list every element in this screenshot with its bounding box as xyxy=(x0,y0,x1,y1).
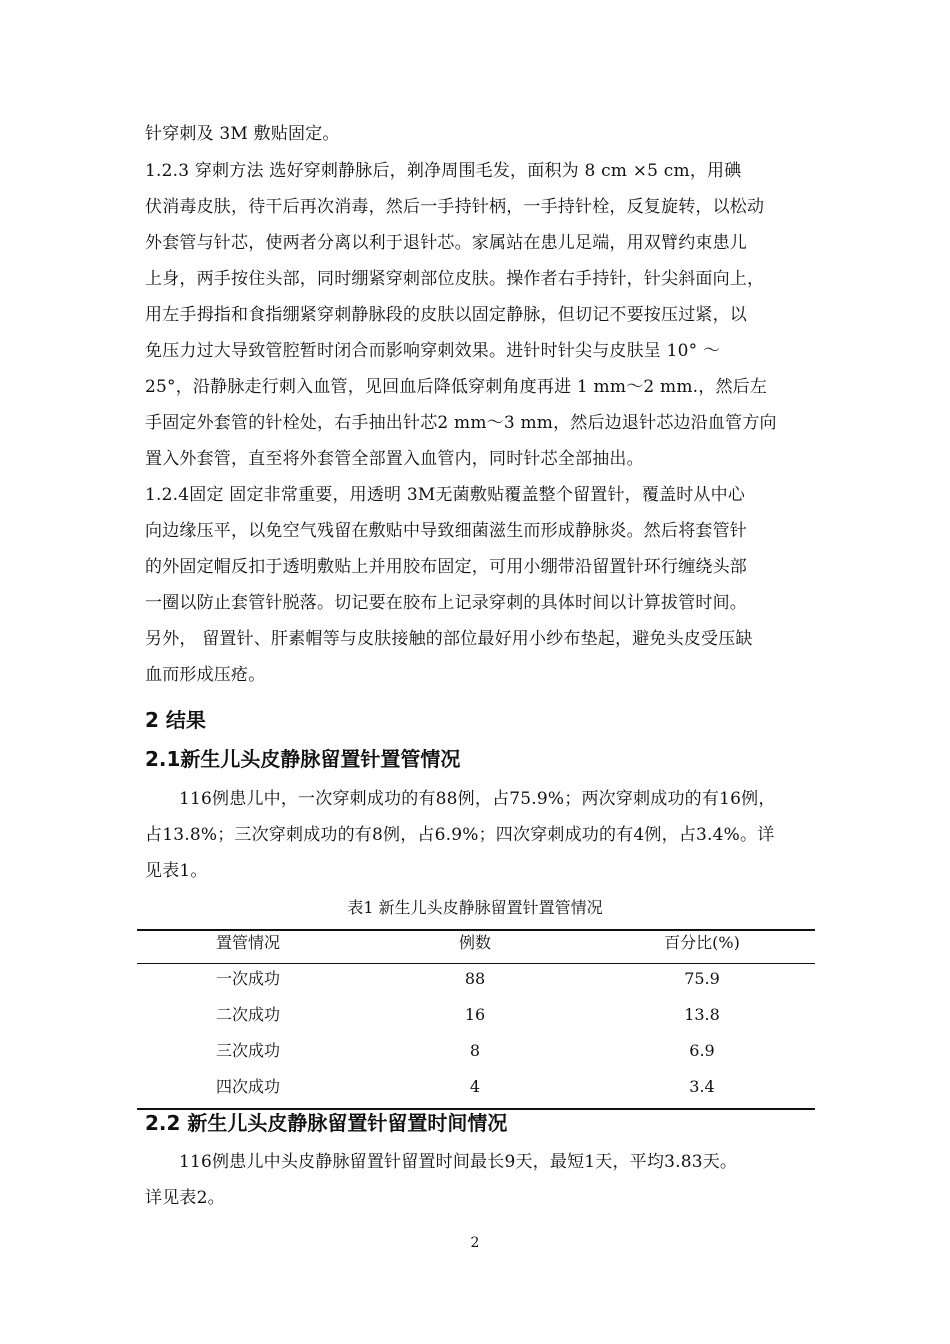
paragraph-line: 向边缘压平，以免空气残留在敷贴中导致细菌滋生而形成静脉炎。然后将套管针 xyxy=(145,521,747,541)
table-cell: 75.9 xyxy=(684,969,720,988)
paragraph-line: 1.2.3 穿刺方法 选好穿刺静脉后，剃净周围毛发，面积为 8 cm ×5 cm，用碘 xyxy=(145,161,742,181)
paragraph-line: 上身，两手按住头部，同时绷紧穿刺部位皮肤。操作者右手持针，针尖斜面向上， xyxy=(145,269,765,289)
table-caption: 表1 新生儿头皮静脉留置针置管情况 xyxy=(347,898,603,917)
table-header-cell: 例数 xyxy=(458,933,491,952)
table-header-cell: 百分比(%) xyxy=(664,933,740,952)
paragraph-line: 用左手拇指和食指绷紧穿刺静脉段的皮肤以固定静脉，但切记不要按压过紧，以 xyxy=(145,305,747,325)
section-heading: 2 结果 xyxy=(145,708,206,732)
table-cell: 16 xyxy=(464,1005,486,1024)
table-cell: 3.4 xyxy=(689,1077,715,1096)
paragraph-line: 详见表2。 xyxy=(145,1188,225,1208)
table-cell: 四次成功 xyxy=(215,1077,280,1096)
paragraph-line: 25°，沿静脉走行刺入血管，见回血后降低穿刺角度再进 1 mm～2 mm.，然后左 xyxy=(145,377,768,397)
paragraph-line: 见表1。 xyxy=(145,861,208,881)
table-cell: 13.8 xyxy=(684,1005,720,1024)
paragraph-line: 外套管与针芯，使两者分离以利于退针芯。家属站在患儿足端，用双臂约束患儿 xyxy=(145,233,747,253)
subsection-heading: 2.2 新生儿头皮静脉留置针留置时间情况 xyxy=(145,1111,508,1135)
table-cell: 6.9 xyxy=(689,1041,715,1060)
paragraph-line: 占13.8%；三次穿刺成功的有8例，占6.9%；四次穿刺成功的有4例，占3.4%。详 xyxy=(145,825,775,845)
table-top-rule xyxy=(137,929,815,931)
table-cell: 4 xyxy=(469,1077,481,1096)
paragraph-line: 针穿刺及 3M 敷贴固定。 xyxy=(145,124,340,144)
paragraph-line: 置入外套管，直至将外套管全部置入血管内，同时针芯全部抽出。 xyxy=(145,449,644,469)
page-number: 2 xyxy=(470,1235,480,1251)
paragraph-line: 116例患儿中头皮静脉留置针留置时间最长9天，最短1天，平均3.83天。 xyxy=(179,1152,738,1172)
paragraph-line: 免压力过大导致管腔暂时闭合而影响穿刺效果。进针时针尖与皮肤呈 10° ～ xyxy=(145,341,721,361)
paragraph-line: 伏消毒皮肤，待干后再次消毒，然后一手持针柄，一手持针栓，反复旋转，以松动 xyxy=(145,197,765,217)
paragraph-line: 一圈以防止套管针脱落。切记要在胶布上记录穿刺的具体时间以计算拔管时间。 xyxy=(145,593,747,613)
table-cell: 88 xyxy=(464,969,486,988)
table-cell: 二次成功 xyxy=(215,1005,280,1024)
paragraph-line: 的外固定帽反扣于透明敷贴上并用胶布固定，可用小绷带沿留置针环行缠绕头部 xyxy=(145,557,747,577)
subsection-heading: 2.1新生儿头皮静脉留置针置管情况 xyxy=(145,747,461,771)
paragraph-line: 血而形成压疮。 xyxy=(145,665,266,685)
table-cell: 一次成功 xyxy=(215,969,280,988)
table-cell: 8 xyxy=(469,1041,481,1060)
paragraph-line: 116例患儿中，一次穿刺成功的有88例，占75.9%；两次穿刺成功的有16例， xyxy=(179,789,776,809)
paragraph-line: 手固定外套管的针栓处，右手抽出针芯2 mm～3 mm，然后边退针芯边沿血管方向 xyxy=(145,413,777,433)
paragraph-line: 另外， 留置针、肝素帽等与皮肤接触的部位最好用小纱布垫起，避免头皮受压缺 xyxy=(145,629,753,649)
table-header-cell: 置管情况 xyxy=(215,933,280,952)
paragraph-line: 1.2.4固定 固定非常重要，用透明 3M无菌敷贴覆盖整个留置针，覆盖时从中心 xyxy=(145,485,746,505)
table-cell: 三次成功 xyxy=(215,1041,280,1060)
table-header-rule xyxy=(137,963,815,964)
